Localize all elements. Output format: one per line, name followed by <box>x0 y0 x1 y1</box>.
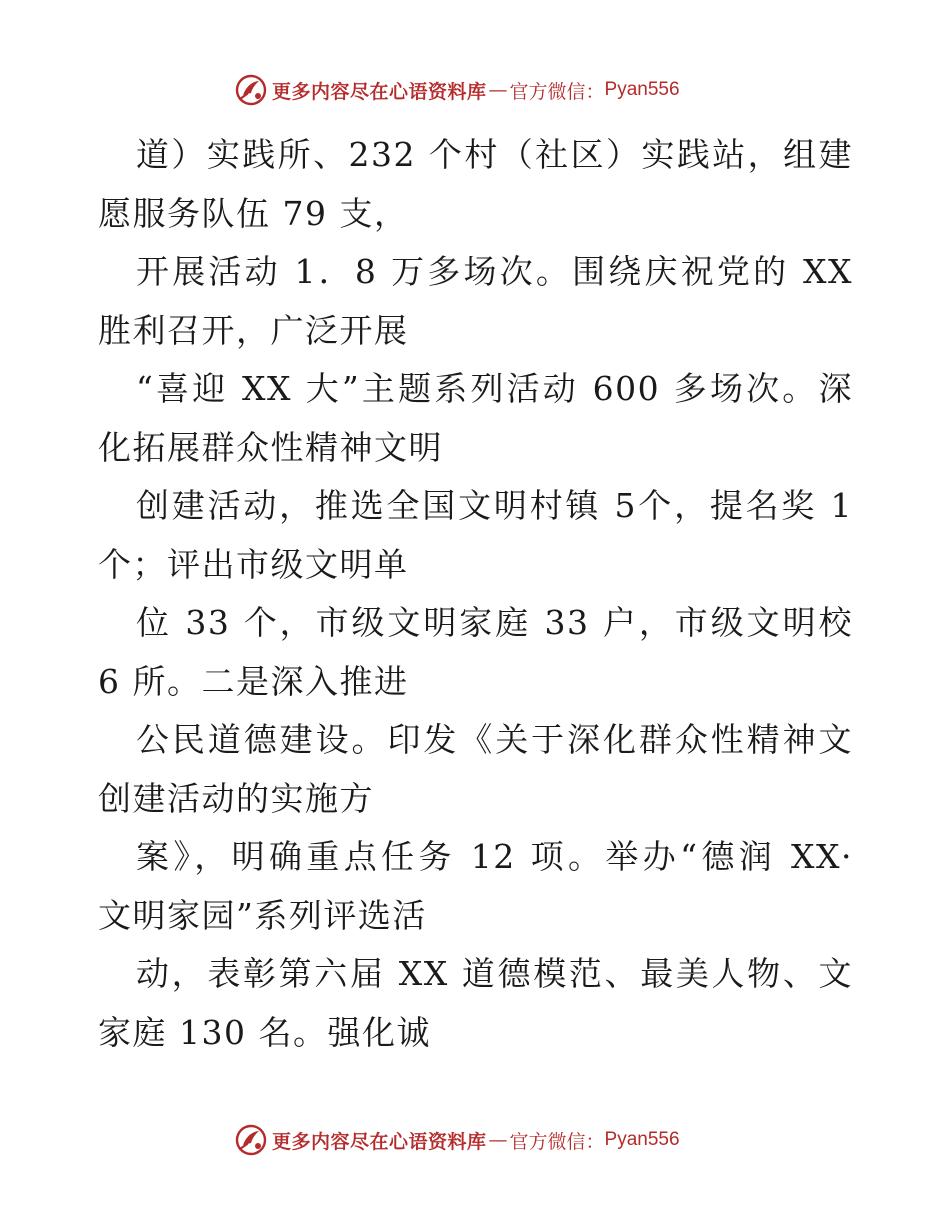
text-line: 化拓展群众性精神文明 <box>98 427 443 467</box>
text-line: 公民道德建设。印发《关于深化群众性精神文 <box>136 720 853 759</box>
watermark-dash: — <box>488 1129 508 1151</box>
text-line: 位 33 个，市级文明家庭 33 户，市级文明校 <box>136 603 853 642</box>
text-line: 个；评出市级文明单 <box>98 544 409 584</box>
text-line: 愿服务队伍 79 支， <box>98 193 409 233</box>
watermark-title: 更多内容尽在心语资料库 <box>272 1130 487 1153</box>
text-line: 创建活动的实施方 <box>98 778 374 818</box>
text-line: 创建活动，推选全国文明村镇 5个，提名奖 1 <box>136 486 853 525</box>
text-line: 6 所。二是深入推进 <box>98 661 409 701</box>
document-body <box>98 126 853 1062</box>
watermark-wechat-label: 官方微信： <box>509 80 605 103</box>
text-line: 案》，明确重点任务 12 项。举办“德润 XX· <box>136 837 853 876</box>
text-line: “喜迎 XX 大”主题系列活动 600 多场次。深 <box>136 369 853 408</box>
watermark-wechat-id: Pyan556 <box>604 1129 680 1150</box>
text-line: 胜利召开，广泛开展 <box>98 310 409 350</box>
text-line: 开展活动 1．8 万多场次。围绕庆祝党的 XX <box>136 252 853 291</box>
text-line: 道）实践所、232 个村（社区）实践站，组建 <box>136 135 853 174</box>
watermark-wechat-label: 官方微信： <box>509 1130 605 1153</box>
text-line: 文明家园”系列评选活 <box>98 895 427 935</box>
text-line: 动，表彰第六届 XX 道德模范、最美人物、文 <box>136 954 853 993</box>
watermark-title: 更多内容尽在心语资料库 <box>272 80 487 103</box>
text-line: 家庭 130 名。强化诚 <box>98 1012 431 1052</box>
watermark-dash: — <box>488 79 508 101</box>
footer-watermark <box>234 1122 680 1158</box>
brand-logo-icon <box>234 73 268 107</box>
header-watermark <box>234 72 680 108</box>
brand-logo-icon <box>234 1123 268 1157</box>
watermark-wechat-id: Pyan556 <box>604 79 680 100</box>
